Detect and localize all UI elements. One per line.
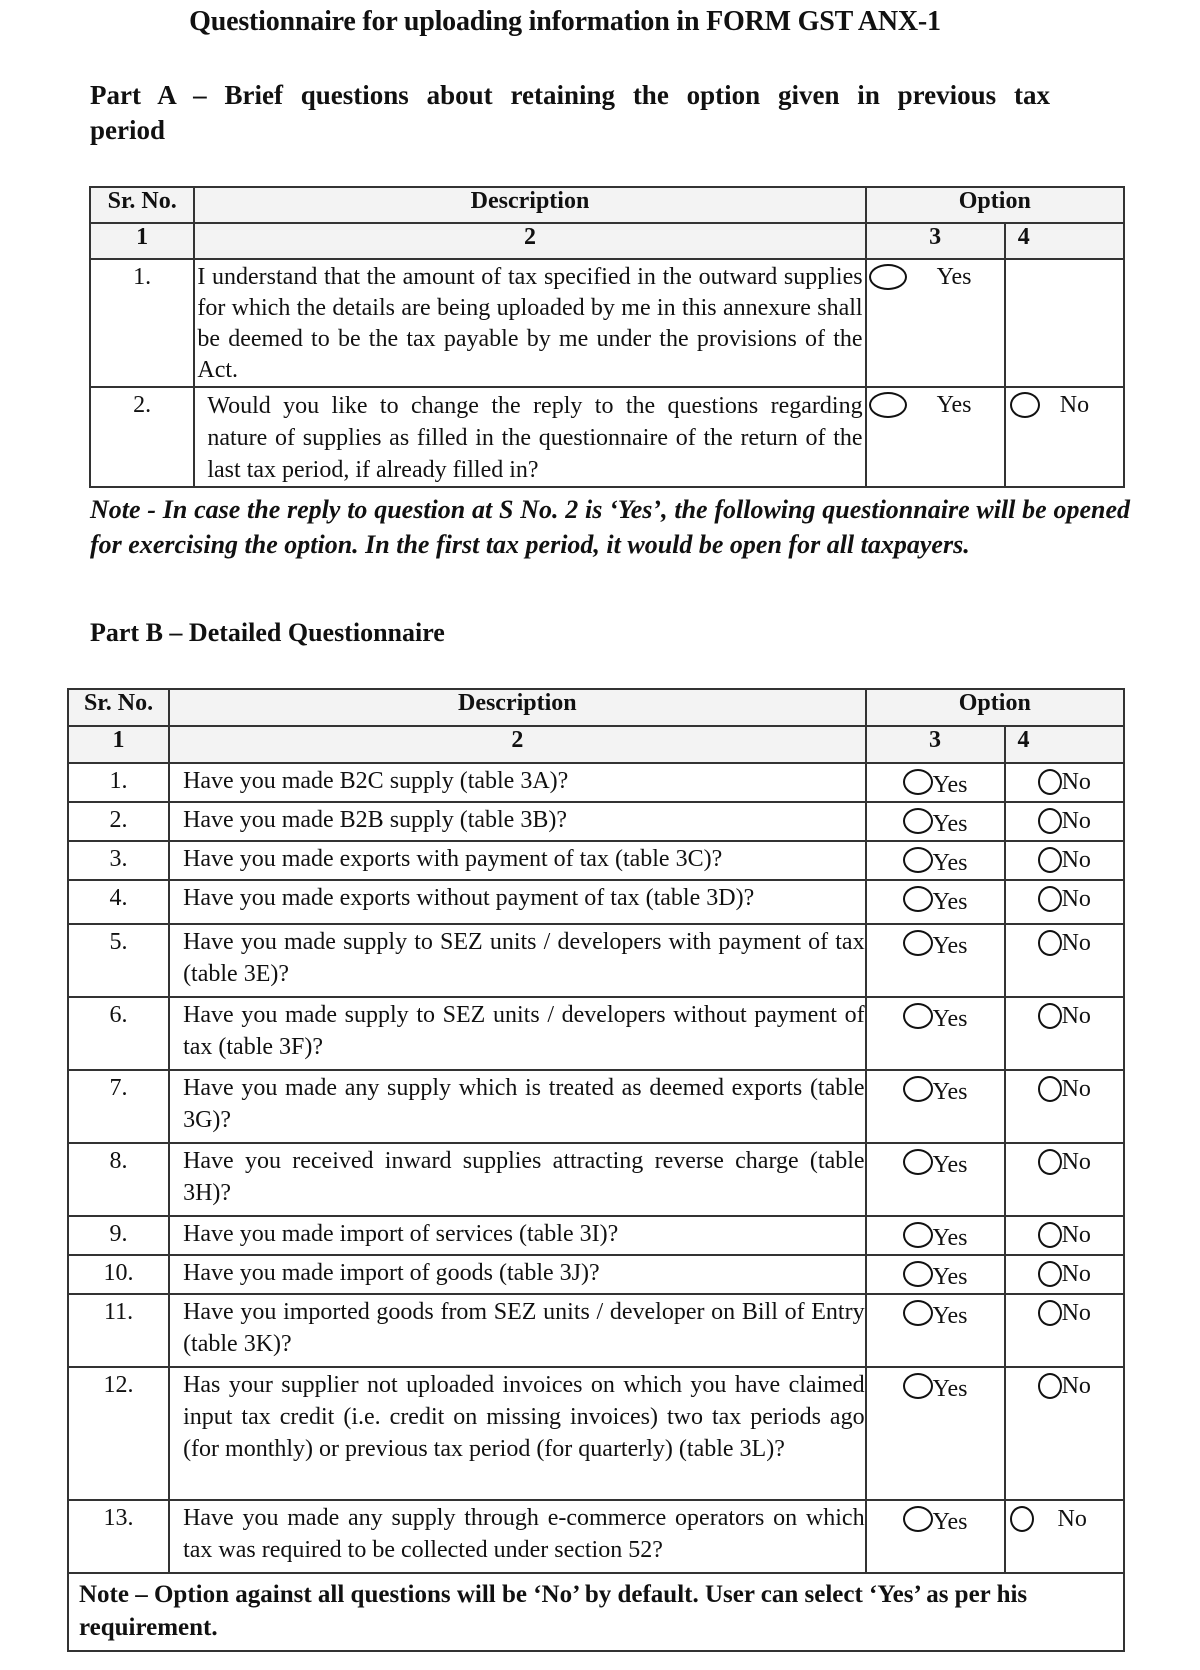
radio-circle-icon[interactable]	[1038, 808, 1062, 834]
yes-label: Yes	[932, 1376, 968, 1402]
option-no-cell	[1005, 1070, 1124, 1143]
question-text: Have you received inward supplies attracting reverse charge (table 3H)?	[169, 1143, 866, 1216]
radio-circle-icon[interactable]	[903, 847, 933, 873]
sr-no: 6.	[68, 997, 169, 1070]
no-label: No	[1061, 769, 1091, 795]
sr-no: 4.	[68, 880, 169, 924]
option-yes-cell	[866, 1070, 1005, 1143]
option-no-cell	[1005, 763, 1124, 802]
sr-no: 1.	[90, 259, 194, 387]
document-title: Questionnaire for uploading information in FORM GST ANX-1	[189, 6, 941, 37]
yes-label: Yes	[936, 263, 972, 290]
table-row	[68, 841, 1124, 880]
yes-radio[interactable]	[867, 881, 1004, 917]
no-radio[interactable]	[1006, 388, 1123, 422]
option-no-cell	[1005, 1294, 1124, 1367]
radio-circle-icon[interactable]	[903, 1222, 933, 1248]
yes-radio[interactable]	[867, 388, 1004, 422]
sr-no: 2.	[68, 802, 169, 841]
table-row	[68, 1255, 1124, 1294]
part-b-rows	[68, 763, 1124, 1573]
no-label: No	[1061, 1261, 1091, 1287]
part-a-table	[89, 186, 1125, 488]
radio-circle-icon[interactable]	[903, 808, 933, 834]
radio-circle-icon[interactable]	[869, 392, 907, 418]
question-text: Would you like to change the reply to the questions regarding nature of supplies as filled in the questionnaire of the return of the last tax period, if already filled in?	[194, 387, 865, 487]
no-radio[interactable]	[1006, 764, 1123, 800]
col-number-4: 4	[1005, 223, 1124, 259]
radio-circle-icon[interactable]	[1038, 1222, 1062, 1248]
radio-circle-icon[interactable]	[1038, 1300, 1062, 1326]
no-label: No	[1061, 1373, 1091, 1399]
radio-circle-icon[interactable]	[903, 769, 933, 795]
yes-label: Yes	[932, 772, 968, 798]
no-label: No	[1057, 1506, 1087, 1532]
yes-radio[interactable]	[867, 1295, 1004, 1331]
radio-circle-icon[interactable]	[1038, 1076, 1062, 1102]
option-yes-cell	[866, 763, 1005, 802]
no-radio[interactable]	[1006, 842, 1123, 878]
part-b-note: Note – Option against all questions will be ‘No’ by default. User can select ‘Yes’ as per his requirement.	[68, 1573, 1124, 1651]
option-yes-cell	[866, 259, 1005, 387]
option-no-cell	[1005, 1255, 1124, 1294]
option-yes-cell	[866, 1500, 1005, 1573]
part-a-note: Note - In case the reply to question at S No. 2 is ‘Yes’, the following questionnaire will be opened for exercising the option. In the first tax period, it would be open for all taxpayers.	[90, 495, 1130, 559]
option-yes-cell	[866, 1294, 1005, 1367]
yes-label: Yes	[932, 850, 968, 876]
yes-radio[interactable]	[867, 998, 1004, 1034]
no-label: No	[1061, 886, 1091, 912]
sr-no: 12.	[68, 1367, 169, 1500]
option-no-cell	[1005, 841, 1124, 880]
yes-radio[interactable]	[867, 842, 1004, 878]
no-label: No	[1061, 1300, 1091, 1326]
table-row	[68, 1143, 1124, 1216]
no-radio[interactable]	[1006, 803, 1123, 839]
question-text: Have you made exports without payment of tax (table 3D)?	[169, 880, 866, 924]
radio-circle-icon[interactable]	[1038, 886, 1062, 912]
yes-label: Yes	[932, 1079, 968, 1105]
radio-circle-icon[interactable]	[903, 1076, 933, 1102]
radio-circle-icon[interactable]	[1038, 930, 1062, 956]
no-label: No	[1059, 391, 1090, 418]
part-a-heading: Part A – Brief questions about retaining the option given in previous tax period	[90, 80, 1050, 145]
col-number-1: 1	[68, 726, 169, 763]
option-no-cell	[1005, 1143, 1124, 1216]
table-row	[90, 387, 1124, 487]
question-text: Have you made B2C supply (table 3A)?	[169, 763, 866, 802]
radio-circle-icon[interactable]	[1038, 1003, 1062, 1029]
radio-circle-icon[interactable]	[903, 1373, 933, 1399]
option-yes-cell	[866, 997, 1005, 1070]
sr-no: 13.	[68, 1500, 169, 1573]
question-text: Have you made import of goods (table 3J)?	[169, 1255, 866, 1294]
no-label: No	[1061, 930, 1091, 956]
radio-circle-icon[interactable]	[1010, 392, 1040, 418]
no-radio[interactable]	[1006, 998, 1123, 1034]
radio-circle-icon[interactable]	[1038, 1149, 1062, 1175]
question-text: Have you made any supply through e-commerce operators on which tax was required to be collected under section 52?	[169, 1500, 866, 1573]
yes-label: Yes	[932, 1225, 968, 1251]
yes-radio[interactable]	[867, 1256, 1004, 1292]
table-row	[68, 1070, 1124, 1143]
option-yes-cell	[866, 880, 1005, 924]
radio-circle-icon[interactable]	[869, 264, 907, 290]
no-radio[interactable]	[1006, 1217, 1123, 1253]
table-row	[68, 802, 1124, 841]
no-label: No	[1061, 1003, 1091, 1029]
part-b-table	[67, 688, 1125, 1652]
option-no-cell	[1005, 387, 1124, 487]
option-yes-cell	[866, 1367, 1005, 1500]
table-row	[68, 1294, 1124, 1367]
col-header-description: Description	[194, 187, 865, 223]
yes-label: Yes	[932, 1264, 968, 1290]
no-radio[interactable]	[1006, 1256, 1123, 1292]
yes-label: Yes	[932, 1509, 968, 1535]
radio-circle-icon[interactable]	[903, 1506, 933, 1532]
sr-no: 1.	[68, 763, 169, 802]
radio-circle-icon[interactable]	[903, 1003, 933, 1029]
no-label: No	[1061, 1149, 1091, 1175]
col-header-option: Option	[866, 187, 1124, 223]
no-radio[interactable]	[1006, 1501, 1123, 1537]
table-row	[68, 1367, 1124, 1500]
radio-circle-icon[interactable]	[903, 930, 933, 956]
option-no-cell	[1005, 1500, 1124, 1573]
col-header-description: Description	[169, 689, 866, 726]
question-text: Have you made import of services (table 3I)?	[169, 1216, 866, 1255]
question-text: I understand that the amount of tax specified in the outward supplies for which the details are being uploaded by me in this annexure shall be deemed to be the tax payable by me under the provisions of the Act.	[194, 259, 865, 387]
col-header-sr-no: Sr. No.	[90, 187, 194, 223]
yes-radio[interactable]	[867, 764, 1004, 800]
table-row	[68, 763, 1124, 802]
question-text: Have you made supply to SEZ units / developers without payment of tax (table 3F)?	[169, 997, 866, 1070]
no-radio[interactable]	[1006, 1071, 1123, 1107]
yes-label: Yes	[936, 391, 972, 418]
part-b-heading: Part B – Detailed Questionnaire	[90, 618, 445, 647]
table-row	[68, 997, 1124, 1070]
yes-radio[interactable]	[867, 925, 1004, 961]
radio-circle-icon[interactable]	[1038, 847, 1062, 873]
table-row	[68, 924, 1124, 997]
option-yes-cell	[866, 841, 1005, 880]
question-text: Have you made supply to SEZ units / developers with payment of tax (table 3E)?	[169, 924, 866, 997]
question-text: Have you imported goods from SEZ units / developer on Bill of Entry (table 3K)?	[169, 1294, 866, 1367]
col-number-3: 3	[866, 726, 1005, 763]
radio-circle-icon[interactable]	[903, 1261, 933, 1287]
no-label: No	[1061, 1076, 1091, 1102]
radio-circle-icon[interactable]	[1038, 1261, 1062, 1287]
no-radio[interactable]	[1006, 925, 1123, 961]
sr-no: 9.	[68, 1216, 169, 1255]
yes-label: Yes	[932, 1152, 968, 1178]
col-header-sr-no: Sr. No.	[68, 689, 169, 726]
sr-no: 5.	[68, 924, 169, 997]
sr-no: 10.	[68, 1255, 169, 1294]
option-yes-cell	[866, 802, 1005, 841]
table-row	[68, 1216, 1124, 1255]
option-yes-cell	[866, 924, 1005, 997]
radio-circle-icon[interactable]	[903, 1300, 933, 1326]
sr-no: 11.	[68, 1294, 169, 1367]
col-number-4: 4	[1005, 726, 1124, 763]
yes-radio[interactable]	[867, 803, 1004, 839]
sr-no: 2.	[90, 387, 194, 487]
no-radio[interactable]	[1006, 1144, 1123, 1180]
option-no-cell	[1005, 259, 1124, 387]
table-row	[68, 880, 1124, 924]
question-text: Have you made B2B supply (table 3B)?	[169, 802, 866, 841]
yes-radio[interactable]	[867, 1071, 1004, 1107]
no-radio[interactable]	[1006, 881, 1123, 917]
question-text: Have you made exports with payment of tax (table 3C)?	[169, 841, 866, 880]
option-yes-cell	[866, 387, 1005, 487]
no-label: No	[1061, 847, 1091, 873]
radio-circle-icon[interactable]	[1038, 1373, 1062, 1399]
col-header-option: Option	[866, 689, 1124, 726]
yes-radio[interactable]	[867, 1217, 1004, 1253]
sr-no: 8.	[68, 1143, 169, 1216]
yes-radio[interactable]	[867, 1368, 1004, 1404]
option-no-cell	[1005, 997, 1124, 1070]
yes-label: Yes	[932, 1303, 968, 1329]
option-no-cell	[1005, 802, 1124, 841]
radio-circle-icon[interactable]	[903, 886, 933, 912]
radio-circle-icon[interactable]	[1038, 769, 1062, 795]
col-number-3: 3	[866, 223, 1005, 259]
col-number-2: 2	[194, 223, 865, 259]
yes-radio[interactable]	[867, 1501, 1004, 1537]
table-row	[90, 259, 1124, 387]
option-yes-cell	[866, 1216, 1005, 1255]
radio-circle-icon[interactable]	[1010, 1506, 1034, 1532]
radio-circle-icon[interactable]	[903, 1149, 933, 1175]
yes-label: Yes	[932, 811, 968, 837]
no-radio[interactable]	[1006, 1368, 1123, 1404]
option-no-cell	[1005, 1367, 1124, 1500]
option-no-cell	[1005, 924, 1124, 997]
table-row	[68, 1500, 1124, 1573]
sr-no: 7.	[68, 1070, 169, 1143]
option-no-cell	[1005, 1216, 1124, 1255]
yes-label: Yes	[932, 1006, 968, 1032]
no-radio[interactable]	[1006, 1295, 1123, 1331]
question-text: Have you made any supply which is treated as deemed exports (table 3G)?	[169, 1070, 866, 1143]
option-yes-cell	[866, 1255, 1005, 1294]
sr-no: 3.	[68, 841, 169, 880]
no-label: No	[1061, 808, 1091, 834]
yes-radio[interactable]	[867, 1144, 1004, 1180]
option-no-cell	[1005, 880, 1124, 924]
question-text: Has your supplier not uploaded invoices on which you have claimed input tax credit (i.e. credit on missing invoices) two tax periods ago (for monthly) or previous tax period (for quarterly) (table 3L)?	[169, 1367, 866, 1500]
col-number-1: 1	[90, 223, 194, 259]
yes-radio[interactable]	[867, 260, 1004, 294]
no-label: No	[1061, 1222, 1091, 1248]
yes-label: Yes	[932, 889, 968, 915]
yes-label: Yes	[932, 933, 968, 959]
option-yes-cell	[866, 1143, 1005, 1216]
col-number-2: 2	[169, 726, 866, 763]
